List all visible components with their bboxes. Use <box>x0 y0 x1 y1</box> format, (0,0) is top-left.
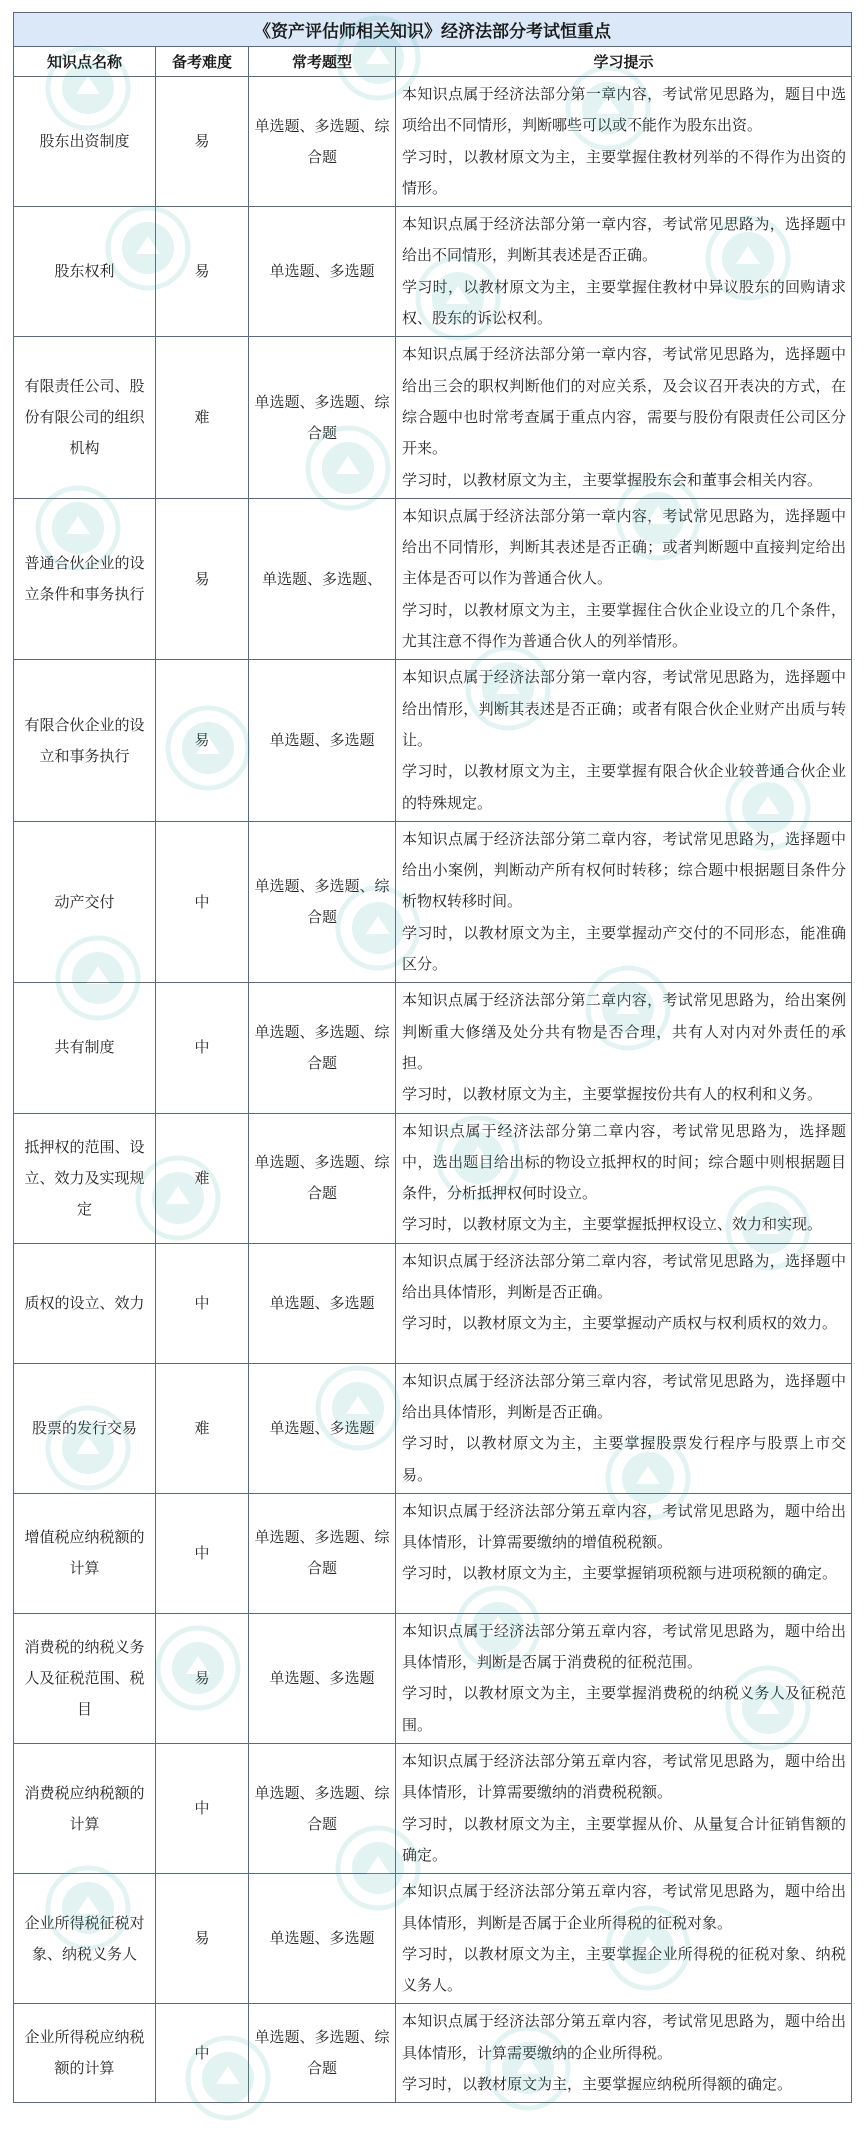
header-level: 备考难度 <box>156 47 249 77</box>
cell-level: 易 <box>156 1613 249 1743</box>
tip-paragraph: 本知识点属于经济法部分第三章内容，考试常见思路为，选择题中给出具体情形，判断是否正确。 <box>402 1371 846 1421</box>
tip-paragraph: 学习时，以教材原文为主，主要掌握住合伙企业设立的几个条件，尤其注意不得作为普通合伙人的列举情形。 <box>402 600 846 651</box>
cell-level: 中 <box>156 1493 249 1613</box>
cell-tips <box>396 207 852 337</box>
cell-name: 消费税应纳税额的计算 <box>14 1744 156 1874</box>
cell-tips <box>396 1243 852 1363</box>
tip-paragraph: 本知识点属于经济法部分第二章内容，考试常见思路为，给出案例判断重大修缮及处分共有物是否合理，共有人对内对外责任的承担。 <box>402 991 846 1072</box>
table-row <box>14 1113 852 1243</box>
cell-type: 单选题、多选题、综合题 <box>249 821 396 982</box>
cell-tips <box>396 1363 852 1493</box>
cell-tips <box>396 2004 852 2103</box>
key-points-table <box>13 12 852 2103</box>
cell-type: 单选题、多选题、综合题 <box>249 77 396 207</box>
tip-paragraph: 本知识点属于经济法部分第二章内容，考试常见思路为，选择题中，选出题目给出标的物设立抵押权的时间；综合题中则根据题目条件，分析抵押权何时设立。 <box>402 1121 846 1203</box>
cell-type: 单选题、多选题、综合题 <box>249 1493 396 1613</box>
tip-paragraph: 本知识点属于经济法部分第五章内容，考试常见思路为，题中给出具体情形，判断是否属于企业所得税的征税对象。 <box>402 1882 846 1932</box>
cell-level: 中 <box>156 983 249 1113</box>
table-title-row <box>14 13 852 47</box>
tip-paragraph: 学习时，以教材原文为主，主要掌握抵押权设立、效力和实现。 <box>402 1215 823 1234</box>
tip-paragraph: 本知识点属于经济法部分第五章内容，考试常见思路为，题中给出具体情形，计算需要缴纳的企业所得税。 <box>402 2012 846 2062</box>
cell-level: 中 <box>156 821 249 982</box>
cell-name: 增值税应纳税额的计算 <box>14 1493 156 1613</box>
cell-tips <box>396 1744 852 1874</box>
cell-name: 有限责任公司、股份有限公司的组织机构 <box>14 337 156 498</box>
cell-name: 普通合伙企业的设立条件和事务执行 <box>14 498 156 659</box>
cell-level: 易 <box>156 207 249 337</box>
tip-paragraph: 学习时，以教材原文为主，主要掌握按份共有人的权利和义务。 <box>402 1085 823 1104</box>
tip-paragraph: 学习时，以教材原文为主，主要掌握从价、从量复合计征销售额的确定。 <box>402 1814 846 1864</box>
table-body <box>14 77 852 2103</box>
tip-paragraph: 本知识点属于经济法部分第五章内容，考试常见思路为，题中给出具体情形，计算需要缴纳的消费税税额。 <box>402 1752 846 1802</box>
cell-level: 难 <box>156 1363 249 1493</box>
table-row <box>14 660 852 821</box>
cell-tips <box>396 1113 852 1243</box>
cell-tips <box>396 1493 852 1613</box>
table-row <box>14 1874 852 2004</box>
cell-level: 易 <box>156 77 249 207</box>
cell-type: 单选题、多选题 <box>249 1243 396 1363</box>
tip-paragraph: 本知识点属于经济法部分第五章内容，考试常见思路为，题中给出具体情形，计算需要缴纳的增值税税额。 <box>402 1501 846 1552</box>
cell-type: 单选题、多选题、综合题 <box>249 1113 396 1243</box>
cell-type: 单选题、多选题、综合题 <box>249 983 396 1113</box>
tip-paragraph: 本知识点属于经济法部分第二章内容，考试常见思路为，选择题中给出具体情形，判断是否正确。 <box>402 1251 846 1301</box>
cell-name: 企业所得税征税对象、纳税义务人 <box>14 1874 156 2004</box>
cell-name: 消费税的纳税义务人及征税范围、税目 <box>14 1613 156 1743</box>
tip-paragraph: 本知识点属于经济法部分第二章内容，考试常见思路为，选择题中给出小案例，判断动产所有权何时转移；综合题中根据题目条件分析物权转移时间。 <box>402 829 846 911</box>
tip-paragraph: 学习时，以教材原文为主，主要掌握股东会和董事会相关内容。 <box>402 470 823 489</box>
tip-paragraph: 学习时，以教材原文为主，主要掌握消费税的纳税义务人及征税范围。 <box>402 1684 846 1734</box>
tip-paragraph: 学习时，以教材原文为主，主要掌握住教材列举的不得作为出资的情形。 <box>402 147 846 197</box>
cell-level: 易 <box>156 498 249 659</box>
cell-type: 单选题、多选题 <box>249 1363 396 1493</box>
cell-name: 共有制度 <box>14 983 156 1113</box>
cell-name: 动产交付 <box>14 821 156 982</box>
tip-paragraph: 本知识点属于经济法部分第一章内容，考试常见思路为，选择题中给出不同情形，判断其表述是否正确；或者判断题中直接判定给出主体是否可以作为普通合伙人。 <box>402 506 846 588</box>
table-row <box>14 1363 852 1493</box>
cell-level: 易 <box>156 660 249 821</box>
cell-level: 中 <box>156 2004 249 2103</box>
tip-paragraph: 本知识点属于经济法部分第一章内容，考试常见思路为，题目中选项给出不同情形，判断哪些可以或不能作为股东出资。 <box>402 85 846 135</box>
table-row <box>14 1744 852 1874</box>
table-row <box>14 983 852 1113</box>
cell-name: 股东出资制度 <box>14 77 156 207</box>
cell-tips <box>396 821 852 982</box>
tip-paragraph: 学习时，以教材原文为主，主要掌握销项税额与进项税额的确定。 <box>402 1564 838 1583</box>
cell-type: 单选题、多选题 <box>249 1874 396 2004</box>
cell-name: 抵押权的范围、设立、效力及实现规定 <box>14 1113 156 1243</box>
header-name: 知识点名称 <box>14 47 156 77</box>
table-row <box>14 2004 852 2103</box>
table-header-row <box>14 47 852 77</box>
cell-level: 易 <box>156 1874 249 2004</box>
table-row <box>14 1613 852 1743</box>
document-sheet <box>13 12 851 2103</box>
table-row <box>14 498 852 659</box>
cell-type: 单选题、多选题 <box>249 1613 396 1743</box>
cell-name: 有限合伙企业的设立和事务执行 <box>14 660 156 821</box>
cell-name: 企业所得税应纳税额的计算 <box>14 2004 156 2103</box>
tip-paragraph: 学习时，以教材原文为主，主要掌握住教材中异议股东的回购请求权、股东的诉讼权利。 <box>402 277 846 328</box>
cell-type: 单选题、多选题、 <box>249 498 396 659</box>
cell-type: 单选题、多选题、综合题 <box>249 1744 396 1874</box>
cell-type: 单选题、多选题、综合题 <box>249 2004 396 2103</box>
cell-type: 单选题、多选题 <box>249 207 396 337</box>
cell-level: 中 <box>156 1744 249 1874</box>
table-row <box>14 77 852 207</box>
header-tips: 学习提示 <box>396 47 852 77</box>
cell-tips <box>396 1874 852 2004</box>
tip-paragraph: 学习时，以教材原文为主，主要掌握股票发行程序与股票上市交易。 <box>402 1434 846 1484</box>
tip-paragraph: 学习时，以教材原文为主，主要掌握动产交付的不同形态，能准确区分。 <box>402 923 846 974</box>
tip-paragraph: 本知识点属于经济法部分第一章内容，考试常见思路为，选择题中给出情形，判断其表述是否正确；或者有限合伙企业财产出质与转让。 <box>402 668 846 749</box>
tip-paragraph: 学习时，以教材原文为主，主要掌握企业所得税的征税对象、纳税义务人。 <box>402 1944 846 1995</box>
cell-name: 股票的发行交易 <box>14 1363 156 1493</box>
header-type: 常考题型 <box>249 47 396 77</box>
table-row <box>14 337 852 498</box>
tip-paragraph: 本知识点属于经济法部分第五章内容，考试常见思路为，题中给出具体情形，判断是否属于消费税的征税范围。 <box>402 1621 846 1672</box>
table-title: 《资产评估师相关知识》经济法部分考试恒重点 <box>14 13 852 47</box>
tip-paragraph: 学习时，以教材原文为主，主要掌握应纳税所得额的确定。 <box>402 2075 793 2094</box>
cell-level: 难 <box>156 1113 249 1243</box>
table-row <box>14 821 852 982</box>
cell-type: 单选题、多选题 <box>249 660 396 821</box>
cell-tips <box>396 660 852 821</box>
tip-paragraph: 本知识点属于经济法部分第一章内容，考试常见思路为，选择题中给出不同情形，判断其表述是否正确。 <box>402 215 846 265</box>
tip-paragraph: 本知识点属于经济法部分第一章内容，考试常见思路为，选择题中给出三会的职权判断他们的对应关系，及会议召开表决的方式，在综合题中也时常考查属于重点内容，需要与股份有限责任公司区分开来。 <box>402 345 846 458</box>
cell-level: 中 <box>156 1243 249 1363</box>
cell-type: 单选题、多选题、综合题 <box>249 337 396 498</box>
table-row <box>14 1493 852 1613</box>
cell-tips <box>396 983 852 1113</box>
table-row <box>14 207 852 337</box>
table-row <box>14 1243 852 1363</box>
tip-paragraph: 学习时，以教材原文为主，主要掌握动产质权与权利质权的效力。 <box>402 1314 838 1333</box>
cell-level: 难 <box>156 337 249 498</box>
cell-tips <box>396 337 852 498</box>
cell-tips <box>396 77 852 207</box>
cell-name: 质权的设立、效力 <box>14 1243 156 1363</box>
tip-paragraph: 学习时，以教材原文为主，主要掌握有限合伙企业较普通合伙企业的特殊规定。 <box>402 762 846 812</box>
cell-tips <box>396 498 852 659</box>
cell-name: 股东权利 <box>14 207 156 337</box>
cell-tips <box>396 1613 852 1743</box>
